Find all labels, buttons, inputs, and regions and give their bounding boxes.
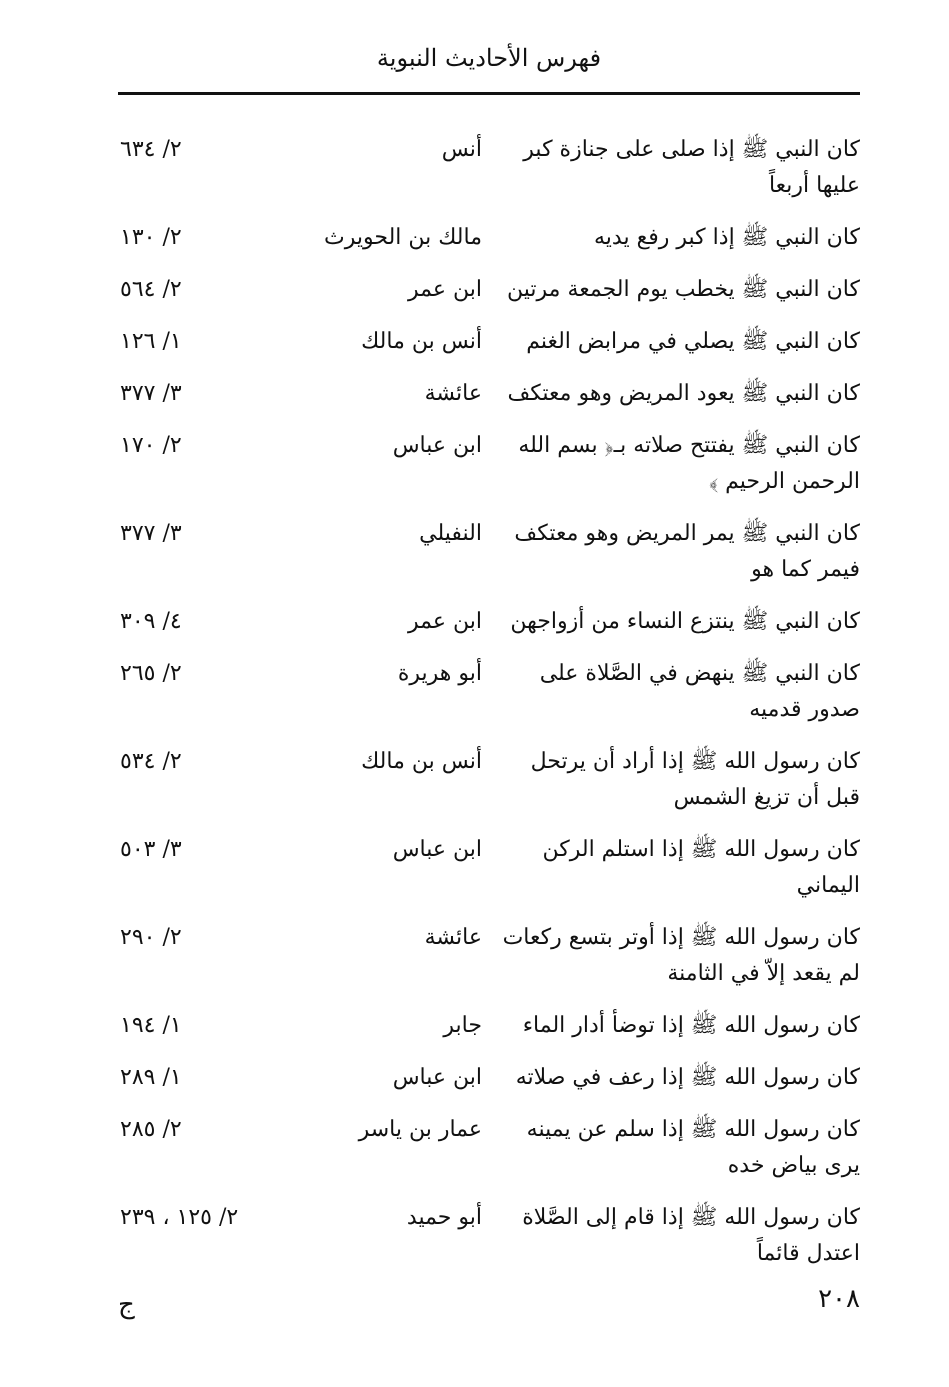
narrator: أبو حميد bbox=[406, 1205, 482, 1230]
volume-page-reference: ٢/ ١٧٠ bbox=[120, 433, 182, 458]
index-entry bbox=[110, 1060, 860, 1096]
hadith-text: كان النبي ﷺ يصلي في مرابض الغنم bbox=[526, 329, 860, 354]
volume-page-reference: ٣/ ٣٧٧ bbox=[120, 521, 182, 546]
narrator: مالك بن الحويرث bbox=[324, 225, 482, 250]
index-entry bbox=[110, 604, 860, 640]
narrator: أنس بن مالك bbox=[361, 749, 482, 774]
hadith-text: كان رسول الله ﷺ إذا أوتر بتسع ركعات لم يقعد إلاّ في الثامنة bbox=[502, 925, 860, 986]
index-entry bbox=[110, 1008, 860, 1044]
volume-page-reference: ١/ ١٢٦ bbox=[120, 329, 182, 354]
volume-page-reference: ٤/ ٣٠٩ bbox=[120, 609, 182, 634]
volume-page-reference: ٣/ ٣٧٧ bbox=[120, 381, 182, 406]
index-entry bbox=[110, 220, 860, 256]
hadith-text: كان رسول الله ﷺ إذا قام إلى الصَّلاة اعتدل قائماً bbox=[522, 1205, 860, 1266]
narrator: جابر bbox=[443, 1013, 482, 1038]
volume-page-reference: ٢/ ١٢٥ ، ٢٣٩ bbox=[120, 1205, 239, 1230]
narrator: أبو هريرة bbox=[397, 661, 482, 686]
narrator: عمار بن ياسر bbox=[358, 1117, 482, 1142]
hadith-text: كان النبي ﷺ يفتتح صلاته بـ﴿ بسم الله الرحمن الرحيم ﴾ bbox=[518, 433, 860, 494]
volume-page-reference: ٢/ ٦٣٤ bbox=[120, 137, 182, 162]
index-entry bbox=[110, 744, 860, 816]
narrator: أنس bbox=[441, 137, 482, 162]
narrator: عائشة bbox=[424, 381, 482, 406]
narrator: ابن عباس bbox=[392, 1065, 482, 1090]
narrator: ابن عمر bbox=[408, 277, 482, 302]
running-header: فهرس الأحاديث النبوية bbox=[376, 44, 602, 72]
index-entry bbox=[110, 1112, 860, 1184]
hadith-text: كان النبي ﷺ ينهض في الصَّلاة على صدور قدميه bbox=[539, 661, 860, 722]
hadith-text: كان النبي ﷺ إذا كبر رفع يديه bbox=[593, 225, 860, 250]
index-entry bbox=[110, 376, 860, 412]
header-rule bbox=[118, 92, 860, 95]
hadith-text: كان النبي ﷺ يمر المريض وهو معتكف فيمر كما هو bbox=[514, 521, 860, 582]
index-entry bbox=[110, 1200, 860, 1272]
index-entry bbox=[110, 832, 860, 904]
index-entry bbox=[110, 920, 860, 992]
index-entry bbox=[110, 656, 860, 728]
narrator: عائشة bbox=[424, 925, 482, 950]
volume-page-reference: ٢/ ٥٣٤ bbox=[120, 749, 182, 774]
hadith-text: كان رسول الله ﷺ إذا توضأ أدار الماء bbox=[522, 1013, 860, 1038]
volume-page-reference: ٢/ ٢٦٥ bbox=[120, 661, 182, 686]
hadith-text: كان النبي ﷺ إذا صلى على جنازة كبر عليها أربعاً bbox=[523, 137, 860, 198]
index-entry bbox=[110, 516, 860, 588]
hadith-text: كان رسول الله ﷺ إذا سلم عن يمينه يرى بياض خده bbox=[526, 1117, 860, 1178]
narrator: ابن عمر bbox=[408, 609, 482, 634]
hadith-index-list bbox=[110, 132, 860, 1288]
volume-page-reference: ٣/ ٥٠٣ bbox=[120, 837, 182, 862]
narrator: ابن عباس bbox=[392, 433, 482, 458]
narrator: ابن عباس bbox=[392, 837, 482, 862]
volume-page-reference: ٢/ ٢٨٥ bbox=[120, 1117, 182, 1142]
index-entry bbox=[110, 428, 860, 500]
volume-page-reference: ١/ ١٩٤ bbox=[120, 1013, 182, 1038]
hadith-text: كان رسول الله ﷺ إذا استلم الركن اليماني bbox=[542, 837, 860, 898]
index-entry bbox=[110, 324, 860, 360]
page-number: ٢٠٨ bbox=[818, 1284, 860, 1314]
hadith-text: كان النبي ﷺ يخطب يوم الجمعة مرتين bbox=[507, 277, 860, 302]
hadith-text: كان النبي ﷺ يعود المريض وهو معتكف bbox=[507, 381, 860, 406]
hadith-text: كان رسول الله ﷺ إذا رعف في صلاته bbox=[515, 1065, 860, 1090]
volume-page-reference: ١/ ٢٨٩ bbox=[120, 1065, 182, 1090]
narrator: النفيلي bbox=[419, 521, 482, 546]
volume-page-reference: ٢/ ٥٦٤ bbox=[120, 277, 182, 302]
hadith-text: كان النبي ﷺ ينتزع النساء من أزواجهن bbox=[510, 609, 860, 634]
narrator: أنس بن مالك bbox=[361, 329, 482, 354]
volume-page-reference: ٢/ ١٣٠ bbox=[120, 225, 182, 250]
hadith-text: كان رسول الله ﷺ إذا أراد أن يرتحل قبل أن تزيغ الشمس bbox=[530, 749, 860, 810]
index-entry bbox=[110, 272, 860, 308]
volume-page-reference: ٢/ ٢٩٠ bbox=[120, 925, 182, 950]
index-entry bbox=[110, 132, 860, 204]
printer-signature-mark: ج bbox=[118, 1290, 135, 1320]
